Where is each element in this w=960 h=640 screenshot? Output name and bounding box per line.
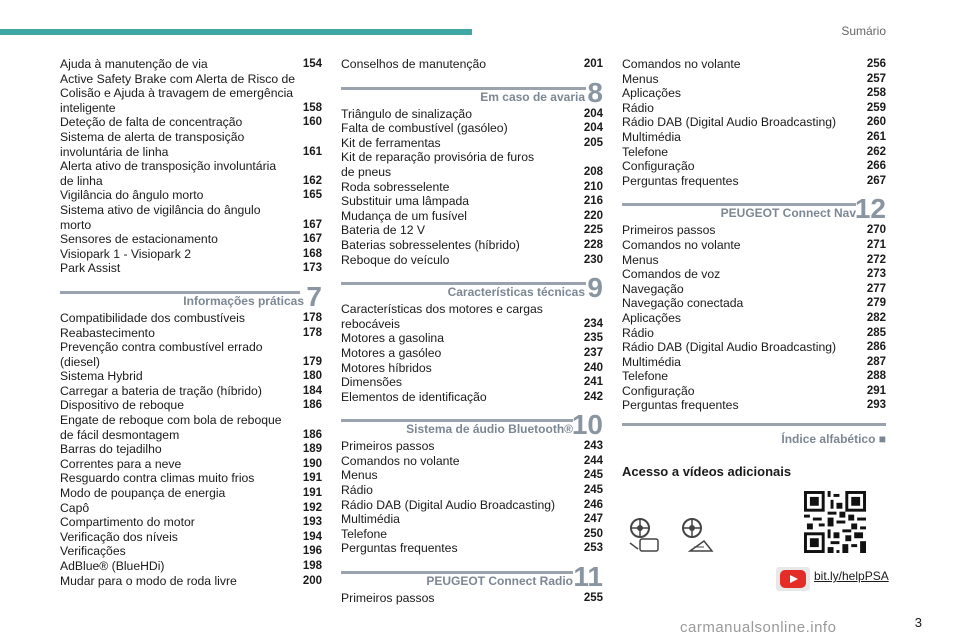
toc-entry[interactable] bbox=[60, 57, 322, 72]
toc-entry-page: 173 bbox=[302, 262, 322, 275]
section-number: 10 bbox=[571, 409, 603, 441]
toc-entry[interactable] bbox=[60, 159, 322, 188]
toc-group bbox=[341, 107, 603, 268]
toc-entry[interactable] bbox=[60, 559, 322, 574]
toc-entry-page: 210 bbox=[583, 180, 603, 193]
section-title: Sistema de áudio Bluetooth® bbox=[406, 422, 573, 437]
toc-entry-title: Perguntas frequentes bbox=[341, 541, 458, 556]
toc-entry[interactable] bbox=[341, 375, 603, 390]
toc-entry-page: 179 bbox=[302, 355, 322, 368]
toc-entry[interactable] bbox=[341, 209, 603, 224]
toc-entry-title: Roda sobresselente bbox=[341, 179, 450, 194]
toc-group bbox=[622, 57, 886, 188]
toc-entry[interactable] bbox=[341, 483, 603, 498]
toc-entry[interactable] bbox=[60, 457, 322, 472]
toc-column-3 bbox=[622, 57, 889, 584]
toc-entry[interactable] bbox=[60, 574, 322, 589]
toc-entry[interactable] bbox=[622, 101, 886, 116]
toc-entry-page: 200 bbox=[302, 574, 322, 587]
section-number: 11 bbox=[573, 561, 603, 593]
toc-entry-page: 285 bbox=[866, 326, 886, 339]
toc-entry[interactable] bbox=[341, 591, 603, 606]
toc-entry-page: 165 bbox=[302, 189, 322, 202]
toc-entry-page: 237 bbox=[583, 346, 603, 359]
toc-group bbox=[341, 57, 603, 72]
toc-entry-page: 293 bbox=[866, 399, 886, 412]
toc-entry-title: Multimédia bbox=[622, 354, 681, 369]
alphabetical-index-link[interactable]: Índice alfabético ■ bbox=[622, 423, 886, 447]
toc-entry[interactable] bbox=[622, 72, 886, 87]
toc-entry-title: Rádio bbox=[622, 325, 654, 340]
toc-entry-page: 245 bbox=[583, 469, 603, 482]
toc-entry-title: Menus bbox=[622, 252, 659, 267]
page-number: 3 bbox=[914, 615, 922, 630]
toc-group bbox=[341, 302, 603, 404]
toc-entry-title: Dimensões bbox=[341, 375, 402, 390]
toc-entry[interactable] bbox=[60, 340, 322, 369]
toc-entry-title: Alerta ativo de transposição involuntária de linha bbox=[60, 159, 277, 188]
toc-entry-title: Sensores de estacionamento bbox=[60, 232, 218, 247]
toc-entry[interactable] bbox=[622, 355, 886, 370]
toc-entry-title: Barras do tejadilho bbox=[60, 442, 162, 457]
toc-entry-title: Navegação bbox=[622, 281, 684, 296]
toc-entry-title: Prevenção contra combustível errado (diesel) bbox=[60, 340, 263, 369]
toc-entry[interactable] bbox=[60, 486, 322, 501]
toc-entry-page: 240 bbox=[583, 361, 603, 374]
watermark-text: carmanualsonline.info bbox=[680, 619, 837, 636]
toc-entry-page: 266 bbox=[866, 160, 886, 173]
toc-entry-page: 277 bbox=[866, 282, 886, 295]
toc-entry-title: Visiopark 1 - Visiopark 2 bbox=[60, 246, 191, 261]
section-header-10 bbox=[341, 409, 603, 441]
toc-entry-title: Ajuda à manutenção de via bbox=[60, 57, 208, 71]
toc-entry-title: Modo de poupança de energia bbox=[60, 486, 226, 501]
help-video-link[interactable]: bit.ly/helpPSA bbox=[814, 569, 889, 584]
youtube-play-icon bbox=[780, 570, 806, 588]
videos-section-title: Acesso a vídeos adicionais bbox=[622, 463, 792, 479]
toc-entry-page: 186 bbox=[302, 399, 322, 412]
toc-entry-page: 204 bbox=[583, 107, 603, 120]
toc-entry-page: 208 bbox=[583, 165, 603, 178]
toc-entry[interactable] bbox=[341, 107, 603, 122]
toc-group bbox=[341, 439, 603, 556]
toc-entry[interactable] bbox=[341, 541, 603, 556]
toc-entry-title: Multimédia bbox=[341, 512, 400, 527]
toc-entry[interactable] bbox=[341, 121, 603, 136]
toc-entry[interactable] bbox=[60, 442, 322, 457]
toc-group bbox=[60, 57, 322, 276]
toc-entry-title: Rádio bbox=[341, 483, 373, 498]
toc-entry-title: Menus bbox=[341, 468, 378, 483]
toc-entry[interactable] bbox=[60, 232, 322, 247]
toc-entry-page: 282 bbox=[866, 311, 886, 324]
toc-entry[interactable] bbox=[60, 326, 322, 341]
youtube-icon[interactable] bbox=[776, 567, 810, 591]
section-header-9 bbox=[341, 272, 603, 304]
toc-entry-page: 291 bbox=[866, 384, 886, 397]
toc-entry-page: 162 bbox=[302, 174, 322, 187]
toc-entry-page: 154 bbox=[302, 58, 322, 70]
section-title: Informações práticas bbox=[183, 293, 304, 308]
toc-entry-title: Vigilância do ângulo morto bbox=[60, 188, 204, 203]
toc-entry-page: 287 bbox=[866, 355, 886, 368]
toc-entry-page: 272 bbox=[866, 253, 886, 266]
toc-entry-title: Características dos motores e cargas rebocáveis bbox=[341, 302, 543, 331]
toc-entry-page: 247 bbox=[583, 513, 603, 526]
toc-entry-title: Rádio DAB (Digital Audio Broadcasting) bbox=[622, 340, 837, 355]
toc-entry-page: 234 bbox=[583, 317, 603, 330]
toc-entry[interactable] bbox=[60, 384, 322, 399]
toc-entry-page: 161 bbox=[302, 145, 322, 158]
video-access-area bbox=[622, 491, 889, 584]
toc-entry-page: 192 bbox=[302, 501, 322, 514]
toc-entry[interactable] bbox=[622, 369, 886, 384]
toc-entry-page: 243 bbox=[583, 440, 603, 453]
toc-entry[interactable] bbox=[622, 326, 886, 341]
toc-entry[interactable] bbox=[341, 238, 603, 253]
toc-entry-title: Resguardo contra climas muito frios bbox=[60, 471, 255, 486]
section-number: 8 bbox=[587, 76, 603, 108]
toc-entry-page: 189 bbox=[302, 443, 322, 456]
toc-entry[interactable] bbox=[622, 174, 886, 189]
toc-entry-title: Reboque do veículo bbox=[341, 252, 450, 267]
toc-entry-title: Telefone bbox=[622, 144, 669, 159]
toc-entry-title: Configuração bbox=[622, 383, 695, 398]
toc-entry-title: Comandos no volante bbox=[622, 57, 741, 71]
toc-entry[interactable] bbox=[341, 498, 603, 513]
section-header-7 bbox=[60, 280, 322, 312]
toc-entry-title: Correntes para a neve bbox=[60, 456, 182, 471]
toc-entry-title: Baterias sobresselentes (híbrido) bbox=[341, 237, 520, 252]
toc-group bbox=[60, 311, 322, 588]
section-title: Características técnicas bbox=[447, 285, 585, 300]
toc-entry-page: 235 bbox=[583, 332, 603, 345]
toc-entry[interactable] bbox=[622, 115, 886, 130]
toc-entry-page: 244 bbox=[583, 454, 603, 467]
toc-entry-title: Active Safety Brake com Alerta de Risco de Colisão e Ajuda à travagem de emergência inteligente bbox=[60, 71, 296, 115]
toc-entry-title: Park Assist bbox=[60, 261, 121, 276]
toc-entry[interactable] bbox=[341, 331, 603, 346]
toc-entry-page: 158 bbox=[302, 101, 322, 114]
toc-entry-title: Primeiros passos bbox=[341, 439, 435, 454]
toc-entry-page: 259 bbox=[866, 101, 886, 114]
toc-group bbox=[341, 591, 603, 606]
toc-entry-page: 246 bbox=[583, 498, 603, 511]
toc-entry-page: 288 bbox=[866, 370, 886, 383]
toc-entry-title: Comandos no volante bbox=[341, 453, 460, 468]
toc-entry-page: 228 bbox=[583, 238, 603, 251]
toc-entry-title: Perguntas frequentes bbox=[622, 398, 739, 413]
toc-entry[interactable] bbox=[341, 253, 603, 268]
toc-entry[interactable] bbox=[622, 57, 886, 72]
toc-entry-title: Primeiros passos bbox=[622, 223, 716, 238]
toc-entry-title: Verificações bbox=[60, 544, 126, 559]
toc-entry-title: Deteção de falta de concentração bbox=[60, 115, 243, 130]
toc-entry-page: 241 bbox=[583, 376, 603, 389]
toc-entry-title: Substituir uma lâmpada bbox=[341, 194, 470, 209]
toc-entry[interactable] bbox=[341, 390, 603, 405]
section-header-12 bbox=[622, 193, 886, 225]
toc-entry[interactable] bbox=[341, 454, 603, 469]
toc-entry[interactable] bbox=[622, 398, 886, 413]
toc-entry-title: Multimédia bbox=[622, 129, 681, 144]
section-number: 7 bbox=[306, 280, 322, 312]
toc-entry[interactable] bbox=[341, 194, 603, 209]
toc-entry-title: Carregar a bateria de tração (híbrido) bbox=[60, 383, 262, 398]
toc-entry-page: 205 bbox=[583, 136, 603, 149]
toc-entry[interactable] bbox=[341, 361, 603, 376]
toc-entry-title: Falta de combustível (gasóleo) bbox=[341, 121, 508, 136]
toc-entry[interactable] bbox=[341, 302, 603, 331]
toc-entry-page: 194 bbox=[302, 530, 322, 543]
toc-entry-page: 230 bbox=[583, 253, 603, 266]
toc-entry-title: Menus bbox=[622, 71, 659, 86]
toc-entry-page: 184 bbox=[302, 384, 322, 397]
toc-entry-page: 180 bbox=[302, 370, 322, 383]
qr-code-icon[interactable] bbox=[804, 491, 866, 553]
toc-entry-page: 255 bbox=[583, 592, 603, 605]
toc-entry-title: Kit de ferramentas bbox=[341, 135, 441, 150]
toc-entry[interactable] bbox=[622, 223, 886, 238]
toc-entry-title: Compatibilidade dos combustíveis bbox=[60, 310, 245, 325]
toc-entry-title: Reabastecimento bbox=[60, 325, 155, 340]
toc-entry[interactable] bbox=[60, 72, 322, 116]
toc-entry-title: Compartimento do motor bbox=[60, 515, 195, 530]
toc-entry-page: 196 bbox=[302, 545, 322, 558]
section-title: PEUGEOT Connect Nav bbox=[720, 206, 856, 221]
toc-entry-page: 178 bbox=[302, 326, 322, 339]
toc-entry[interactable] bbox=[622, 238, 886, 253]
toc-entry-page: 191 bbox=[302, 487, 322, 500]
toc-entry[interactable] bbox=[60, 515, 322, 530]
toc-entry-page: 245 bbox=[583, 484, 603, 497]
toc-entry[interactable] bbox=[622, 145, 886, 160]
toc-entry-page: 201 bbox=[583, 58, 603, 70]
toc-entry-page: 167 bbox=[302, 233, 322, 246]
toc-entry-page: 267 bbox=[866, 174, 886, 187]
toc-entry[interactable] bbox=[60, 188, 322, 203]
toc-entry-title: Mudar para o modo de roda livre bbox=[60, 573, 237, 588]
section-title: PEUGEOT Connect Radio bbox=[426, 574, 573, 589]
toc-entry[interactable] bbox=[60, 413, 322, 442]
toc-column-1 bbox=[60, 57, 322, 588]
toc-entry-title: Motores híbridos bbox=[341, 360, 432, 375]
toc-entry-title: Sistema de alerta de transposição involuntária de linha bbox=[60, 129, 245, 159]
toc-entry-title: Rádio DAB (Digital Audio Broadcasting) bbox=[341, 497, 556, 512]
toc-entry-title: Conselhos de manutenção bbox=[341, 57, 486, 71]
toc-entry-page: 216 bbox=[583, 195, 603, 208]
toc-entry-title: Mudança de um fusível bbox=[341, 208, 468, 223]
toc-entry-title: AdBlue® (BlueHDi) bbox=[60, 559, 165, 573]
toc-entry-page: 260 bbox=[866, 116, 886, 129]
toc-entry-title: Navegação conectada bbox=[622, 296, 744, 311]
toc-entry-page: 270 bbox=[866, 224, 886, 237]
toc-entry[interactable] bbox=[341, 512, 603, 527]
toc-entry[interactable] bbox=[622, 384, 886, 399]
toc-entry[interactable] bbox=[341, 527, 603, 542]
toc-entry[interactable] bbox=[622, 130, 886, 145]
toc-entry-title: Capô bbox=[60, 500, 90, 515]
toc-entry[interactable] bbox=[622, 311, 886, 326]
toc-entry-page: 279 bbox=[866, 297, 886, 310]
toc-entry[interactable] bbox=[60, 203, 322, 232]
toc-entry-page: 250 bbox=[583, 527, 603, 540]
toc-entry-page: 191 bbox=[302, 472, 322, 485]
toc-entry-page: 198 bbox=[302, 560, 322, 572]
toc-entry-page: 273 bbox=[866, 268, 886, 281]
toc-entry-page: 186 bbox=[302, 428, 322, 441]
toc-entry-page: 258 bbox=[866, 87, 886, 100]
toc-entry-title: Dispositivo de reboque bbox=[60, 398, 184, 413]
toc-entry[interactable] bbox=[341, 57, 603, 72]
toc-entry[interactable] bbox=[60, 471, 322, 486]
toc-entry-page: 178 bbox=[302, 311, 322, 324]
toc-entry-page: 286 bbox=[866, 341, 886, 354]
toc-entry[interactable] bbox=[60, 115, 322, 130]
toc-entry-title: Engate de reboque com bola de reboque de fácil desmontagem bbox=[60, 413, 282, 442]
toc-entry[interactable] bbox=[60, 398, 322, 413]
toc-entry-title: Comandos no volante bbox=[622, 237, 741, 252]
toc-entry-title: Perguntas frequentes bbox=[622, 173, 739, 188]
top-accent-bar bbox=[0, 29, 472, 35]
toc-entry-title: Sistema ativo de vigilância do ângulo morto bbox=[60, 202, 261, 232]
section-number: 12 bbox=[854, 193, 886, 225]
toc-entry-title: Rádio bbox=[622, 100, 654, 115]
toc-entry-page: 193 bbox=[302, 516, 322, 529]
toc-entry[interactable] bbox=[60, 130, 322, 159]
page-header-title: Sumário bbox=[841, 24, 886, 38]
toc-entry-page: 160 bbox=[302, 116, 322, 129]
section-number: 9 bbox=[587, 272, 603, 304]
toc-entry-page: 168 bbox=[302, 247, 322, 260]
toc-entry-page: 242 bbox=[583, 390, 603, 403]
toc-entry[interactable] bbox=[341, 468, 603, 483]
toc-entry-title: Bateria de 12 V bbox=[341, 223, 426, 238]
toc-entry[interactable] bbox=[60, 501, 322, 516]
toc-entry-title: Aplicações bbox=[622, 310, 681, 325]
toc-entry-page: 225 bbox=[583, 224, 603, 237]
toc-entry-title: Rádio DAB (Digital Audio Broadcasting) bbox=[622, 115, 837, 130]
toc-entry-page: 271 bbox=[866, 238, 886, 251]
toc-entry[interactable] bbox=[341, 346, 603, 361]
toc-entry-title: Sistema Hybrid bbox=[60, 369, 143, 384]
toc-entry[interactable] bbox=[622, 253, 886, 268]
toc-entry[interactable] bbox=[341, 180, 603, 195]
toc-entry[interactable] bbox=[60, 311, 322, 326]
toc-entry-title: Motores a gasóleo bbox=[341, 345, 442, 360]
toc-entry[interactable] bbox=[622, 296, 886, 311]
toc-entry[interactable] bbox=[60, 369, 322, 384]
toc-entry[interactable] bbox=[341, 439, 603, 454]
toc-entry-page: 257 bbox=[866, 72, 886, 85]
toc-group bbox=[622, 223, 886, 413]
toc-entry-title: Elementos de identificação bbox=[341, 389, 487, 404]
toc-entry[interactable] bbox=[622, 267, 886, 282]
toc-entry[interactable] bbox=[341, 136, 603, 151]
toc-entry-title: Aplicações bbox=[622, 86, 681, 101]
toc-entry-title: Telefone bbox=[622, 369, 669, 384]
toc-entry[interactable] bbox=[341, 223, 603, 238]
toc-entry[interactable] bbox=[622, 86, 886, 101]
toc-entry[interactable] bbox=[60, 544, 322, 559]
toc-entry-title: Configuração bbox=[622, 159, 695, 174]
toc-entry[interactable] bbox=[622, 159, 886, 174]
section-header-11 bbox=[341, 561, 603, 593]
toc-entry-title: Telefone bbox=[341, 526, 388, 541]
toc-entry-title: Verificação dos níveis bbox=[60, 529, 178, 544]
toc-entry-page: 204 bbox=[583, 122, 603, 135]
toc-entry[interactable] bbox=[60, 247, 322, 262]
toc-entry-title: Primeiros passos bbox=[341, 591, 435, 606]
toc-entry-title: Motores a gasolina bbox=[341, 331, 444, 346]
toc-entry-page: 220 bbox=[583, 209, 603, 222]
toc-entry-page: 167 bbox=[302, 218, 322, 231]
toc-entry-page: 262 bbox=[866, 145, 886, 158]
toc-entry-title: Kit de reparação provisória de furos de pneus bbox=[341, 150, 535, 179]
wheel-tablet-icon bbox=[626, 517, 660, 553]
toc-entry-page: 256 bbox=[866, 58, 886, 70]
toc-entry-page: 253 bbox=[583, 542, 603, 555]
toc-entry[interactable] bbox=[60, 530, 322, 545]
toc-entry-page: 190 bbox=[302, 457, 322, 470]
section-header-8 bbox=[341, 76, 603, 108]
toc-entry[interactable] bbox=[622, 340, 886, 355]
toc-entry[interactable] bbox=[60, 261, 322, 276]
toc-entry[interactable] bbox=[341, 150, 603, 179]
toc-entry-title: Comandos de voz bbox=[622, 267, 721, 282]
wheel-road-icon bbox=[680, 517, 714, 553]
toc-column-2 bbox=[341, 57, 603, 606]
section-title: Em caso de avaria bbox=[480, 89, 585, 104]
toc-entry[interactable] bbox=[622, 282, 886, 297]
toc-entry-page: 261 bbox=[866, 130, 886, 143]
toc-entry-title: Triângulo de sinalização bbox=[341, 106, 472, 121]
